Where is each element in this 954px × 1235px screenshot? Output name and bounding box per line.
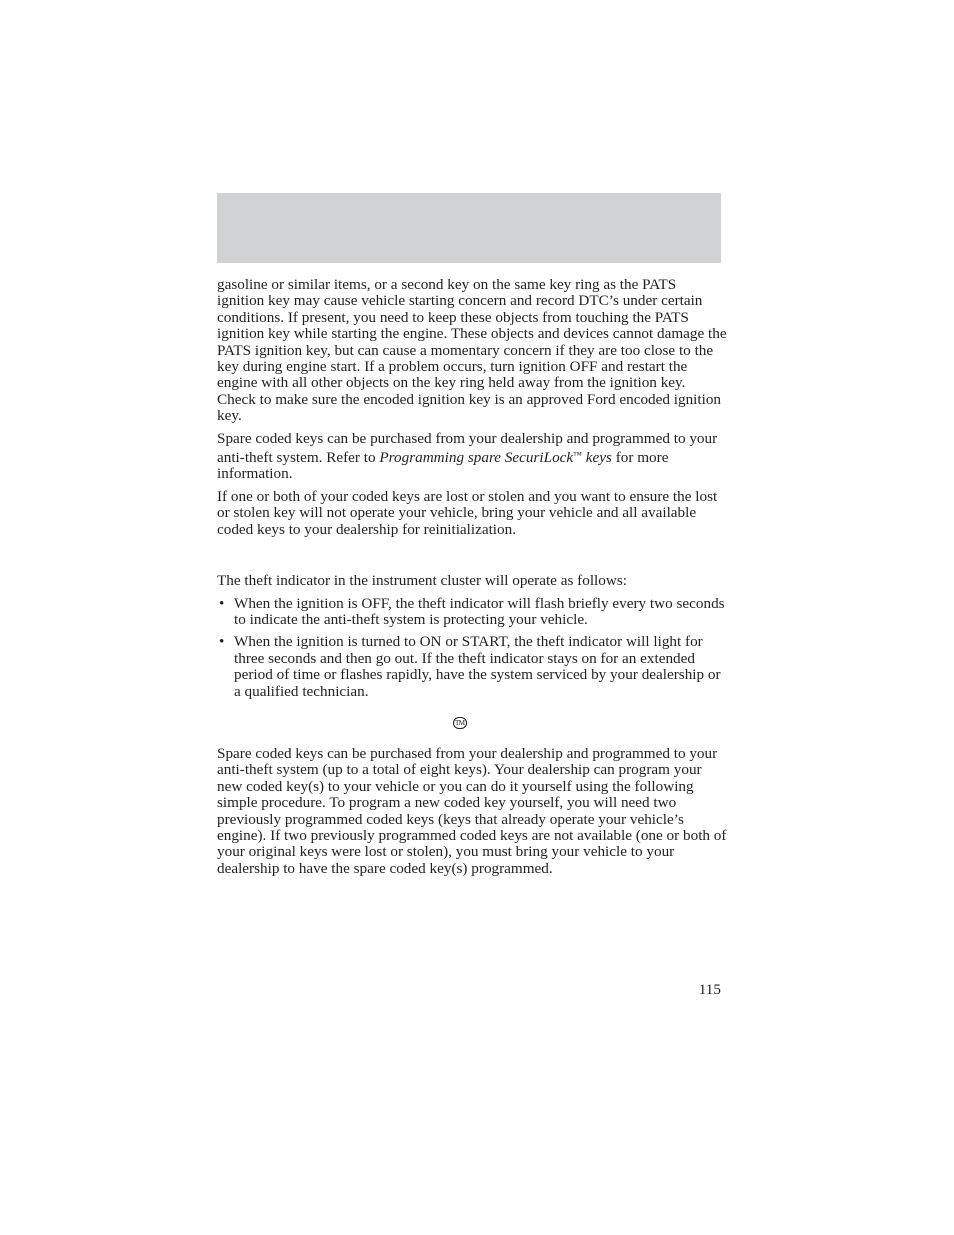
paragraph-theft-indicator: The theft indicator in the instrument cluster will operate as follows:: [217, 572, 627, 590]
paragraph-spare-keys-suffix: for more information.: [217, 449, 669, 483]
trademark-symbol: ™: [573, 450, 582, 461]
bullet-marker: •: [219, 633, 225, 651]
header-band: [217, 193, 721, 263]
trademark-heading-row: [217, 706, 727, 746]
page-number: 115: [698, 981, 721, 998]
paragraph-pats-interference: gasoline or similar items, or a second key on the same key ring as the PATS ignition key may cause vehicle starting concern and record DTC’s under certain conditions. If present, you need to keep these objects from touching the PATS ignition key while starting the engine. These objects and devices cannot damage the PATS ignition key, but can cause a momentary concern if they are too close to the key during engine start. If a problem occurs, turn ignition OFF and restart the engine with all other objects on the key ring held away from the ignition key. Check to make sure the encoded ignition key is an approved Ford encoded ignition key.: [217, 276, 727, 425]
list-item-text: When the ignition is OFF, the theft indicator will flash briefly every two seconds to indicate the anti-theft system is protecting your vehicle.: [234, 594, 725, 628]
trademark-icon: TM: [455, 718, 465, 727]
page-content: [217, 277, 727, 877]
paragraph-spare-keys-intro: [217, 431, 727, 483]
section-spacer: [217, 538, 727, 573]
list-item: [217, 596, 727, 629]
paragraph-lost-keys: If one or both of your coded keys are lost or stolen and you want to ensure the lost or stolen key will not operate your vehicle, bring your vehicle and all available coded keys to your dealership for reinitialization.: [217, 487, 718, 538]
list-item-text: When the ignition is turned to ON or START, the theft indicator will light for three seconds and then go out. If the theft indicator stays on for an extended period of time or flashes rapidly, have the system serviced by your dealership or a qualified technician.: [234, 633, 721, 700]
paragraph-programming-spare-keys: Spare coded keys can be purchased from your dealership and programmed to your anti-theft system (up to a total of eight keys). Your dealership can program your new coded key(s) to your vehicle or you can do it yourself using the following simple procedure. To program a new coded key yourself, you will need two previously programmed coded keys (keys that already operate your vehicle’s engine). If two previously programmed coded keys are not available (one or both of your original keys were lost or stolen), you must bring your vehicle to your dealership to have the spare coded key(s) programmed.: [217, 744, 727, 877]
cross-reference-link[interactable]: Programming spare SecuriLock™ keys: [379, 449, 612, 467]
list-item: [217, 634, 727, 700]
bullet-marker: •: [219, 594, 225, 612]
paragraph-spare-keys-text: Spare coded keys can be purchased from your dealership and programmed to your anti-theft system. Refer to: [217, 429, 718, 467]
theft-indicator-list: [217, 596, 727, 700]
